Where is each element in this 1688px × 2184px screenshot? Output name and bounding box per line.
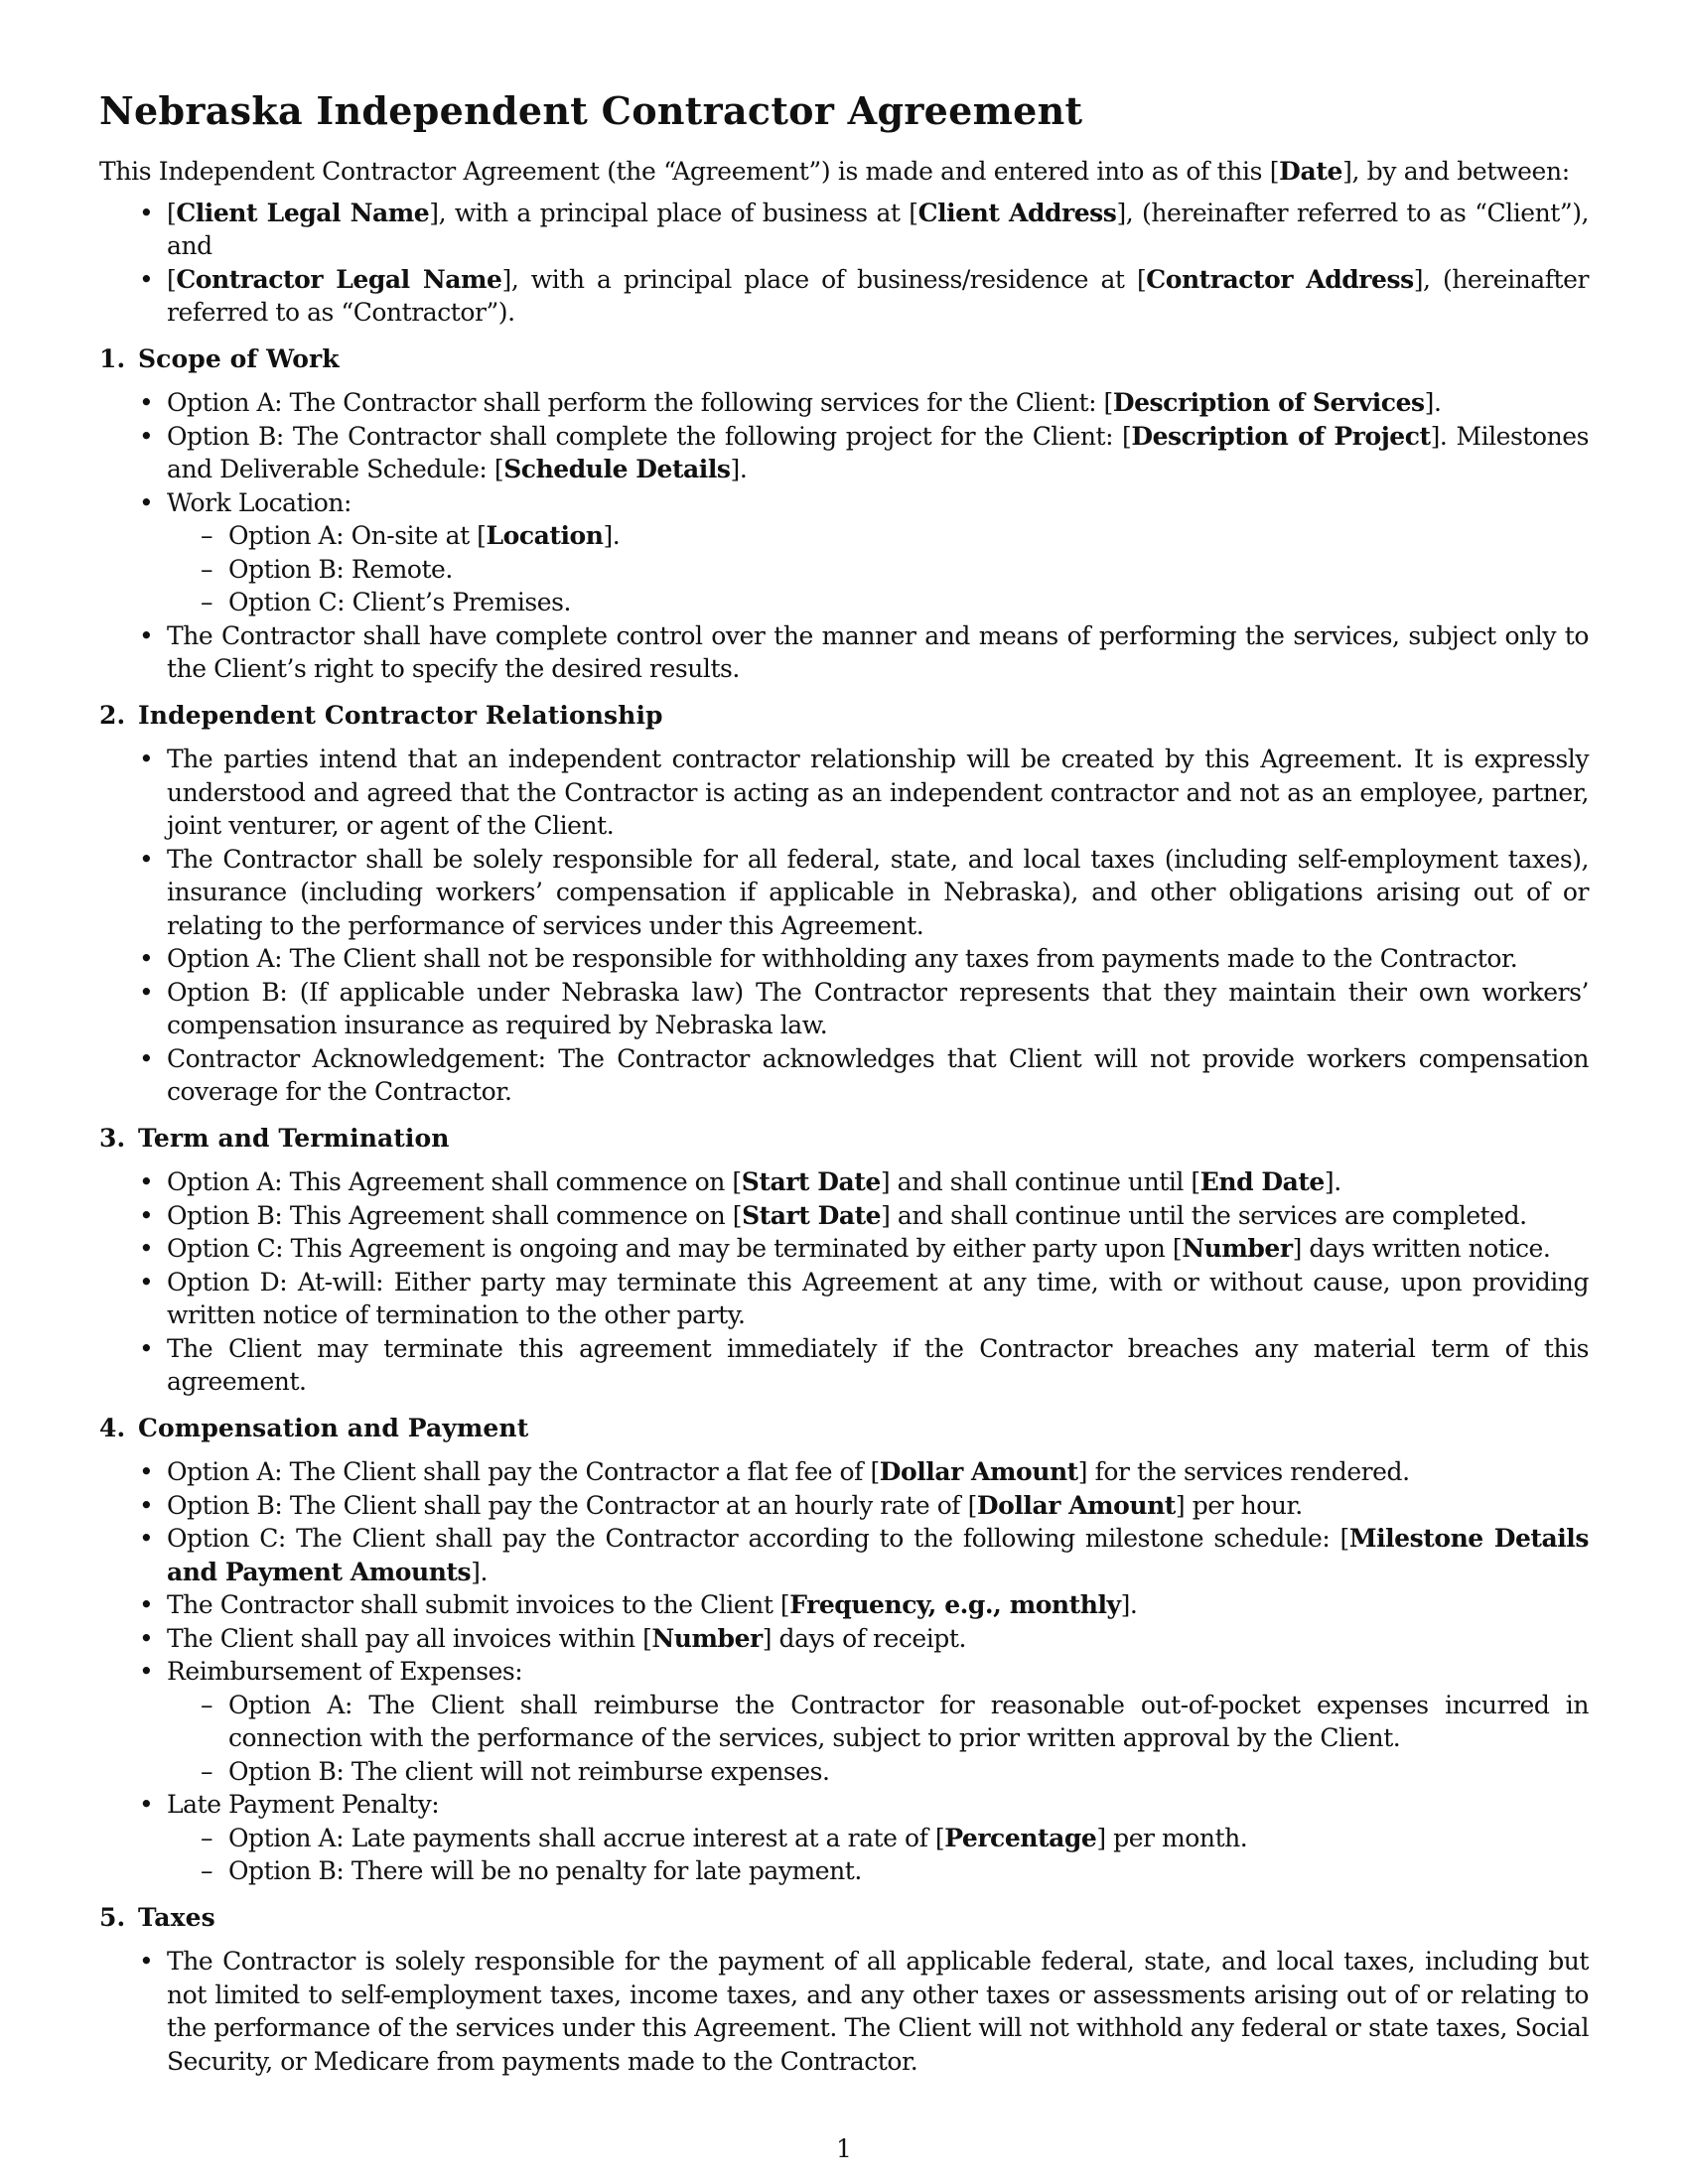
placeholder-field: Number (1182, 1234, 1293, 1263)
section-number: 2. (99, 700, 126, 730)
list-item: • Reimbursement of Expenses: – Option A: The Client shall reimburse the Contractor for reasonable out-of-pocket expenses incurred in connection with the performance of the services, subject to prior written approval by the Client. – Option B: The client will not reimburse expenses. (99, 1655, 1589, 1788)
term-list (99, 1165, 1589, 1399)
list-item: • Option A: This Agreement shall commence on [Start Date] and shall continue until [End Date]. (99, 1165, 1589, 1199)
placeholder-field: Percentage (944, 1823, 1097, 1852)
late-payment-options (167, 1822, 1589, 1888)
list-item: • Option A: The Client shall not be responsible for withholding any taxes from payments made to the Contractor. (99, 942, 1589, 976)
intro-paragraph (99, 155, 1589, 189)
party-contractor: • [Contractor Legal Name], with a principal place of business/residence at [Contractor Address], (hereinafter referred to as “Contractor”). (99, 263, 1589, 330)
list-item: • Option A: The Client shall pay the Contractor a flat fee of [Dollar Amount] for the services rendered. (99, 1455, 1589, 1489)
sub-list-item: – Option A: Late payments shall accrue interest at a rate of [Percentage] per month. (167, 1822, 1589, 1855)
placeholder-field: Frequency, e.g., monthly (789, 1590, 1121, 1619)
section-heading-relationship (99, 699, 1589, 733)
section-title: Compensation and Payment (138, 1413, 529, 1442)
parties-list (99, 197, 1589, 330)
sub-list-item: – Option B: Remote. (167, 553, 1589, 587)
section-number: 1. (99, 343, 126, 373)
placeholder-field: Schedule Details (503, 455, 731, 483)
section-heading-taxes (99, 1901, 1589, 1935)
placeholder-field: End Date (1199, 1167, 1325, 1196)
section-number: 5. (99, 1902, 126, 1932)
client-address-placeholder: Client Address (917, 198, 1117, 227)
list-item: • Option B: The Client shall pay the Contractor at an hourly rate of [Dollar Amount] per hour. (99, 1489, 1589, 1523)
sub-list-item: – Option B: There will be no penalty for late payment. (167, 1854, 1589, 1888)
placeholder-field: Milestone Details and Payment Amounts (167, 1524, 1589, 1586)
placeholder-field: Start Date (742, 1200, 882, 1230)
section-title: Independent Contractor Relationship (138, 700, 663, 730)
party-client: • [Client Legal Name], with a principal place of business at [Client Address], (hereinafter referred to as “Client”), and (99, 197, 1589, 263)
list-item: • The Contractor shall submit invoices to the Client [Frequency, e.g., monthly]. (99, 1588, 1589, 1622)
section-title: Taxes (138, 1902, 215, 1932)
intro-text: This Independent Contractor Agreement (the “Agreement”) is made and entered into as of this [ (99, 157, 1280, 186)
sub-list-item: – Option A: On-site at [Location]. (167, 519, 1589, 553)
placeholder-field: Start Date (741, 1167, 881, 1196)
sub-list-item: – Option C: Client’s Premises. (167, 586, 1589, 619)
client-name-placeholder: Client Legal Name (176, 198, 430, 227)
scope-list (99, 386, 1589, 686)
section-number: 3. (99, 1123, 126, 1153)
document-title: Nebraska Independent Contractor Agreement (99, 88, 1083, 133)
list-item: • Work Location: – Option A: On-site at [Location]. – Option B: Remote. – Option C: Client’s Premises. (99, 486, 1589, 619)
list-item: • The parties intend that an independent contractor relationship will be created by this Agreement. It is expressly understood and agreed that the Contractor is acting as an independent contractor and not as an employee, partner, joint venturer, or agent of the Client. (99, 743, 1589, 843)
placeholder-field: Description of Project (1131, 421, 1431, 451)
placeholder-field: Location (486, 521, 604, 550)
list-item: • Option B: The Contractor shall complete the following project for the Client: [Description of Project]. Milestones and Deliverable Schedule: [Schedule Details]. (99, 420, 1589, 486)
document-page (99, 87, 1589, 2078)
list-item: • The Contractor is solely responsible for the payment of all applicable federal, state, and local taxes, including but not limited to self-employment taxes, income taxes, and any other taxes or assessments arising out of or relating to the performance of the services under this Agreement. The Client will not withhold any federal or state taxes, Social Security, or Medicare from payments made to the Contractor. (99, 1945, 1589, 2078)
page-number: 1 (836, 2134, 852, 2163)
list-item: • Late Payment Penalty: – Option A: Late payments shall accrue interest at a rate of [Percentage] per month. – Option B: There will be no penalty for late payment. (99, 1788, 1589, 1888)
list-item: • Contractor Acknowledgement: The Contractor acknowledges that Client will not provide workers compensation coverage for the Contractor. (99, 1042, 1589, 1109)
compensation-list (99, 1455, 1589, 1888)
work-location-options (167, 519, 1589, 619)
list-item: • The Client may terminate this agreement immediately if the Contractor breaches any material term of this agreement. (99, 1332, 1589, 1399)
list-item: • Option B: This Agreement shall commence on [Start Date] and shall continue until the services are completed. (99, 1199, 1589, 1233)
list-item: • Option B: (If applicable under Nebraska law) The Contractor represents that they maintain their own workers’ compensation insurance as required by Nebraska law. (99, 976, 1589, 1042)
sub-list-item: – Option A: The Client shall reimburse the Contractor for reasonable out-of-pocket expenses incurred in connection with the performance of the services, subject to prior written approval by the Client. (167, 1689, 1589, 1755)
placeholder-field: Dollar Amount (879, 1457, 1078, 1486)
section-title: Scope of Work (138, 343, 340, 373)
list-item: • The Contractor shall have complete control over the manner and means of performing the services, subject only to the Client’s right to specify the desired results. (99, 619, 1589, 686)
sub-list-item: – Option B: The client will not reimburse expenses. (167, 1755, 1589, 1789)
section-heading-term (99, 1122, 1589, 1156)
list-item: • The Contractor shall be solely responsible for all federal, state, and local taxes (including self-employment taxes), insurance (including workers’ compensation if applicable in Nebraska), and other obligations arising out of or relating to the performance of services under this Agreement. (99, 843, 1589, 943)
list-item: • Option D: At-will: Either party may terminate this Agreement at any time, with or without cause, upon providing written notice of termination to the other party. (99, 1266, 1589, 1332)
section-number: 4. (99, 1413, 126, 1442)
taxes-list (99, 1945, 1589, 2078)
contractor-address-placeholder: Contractor Address (1146, 264, 1414, 294)
date-placeholder: Date (1279, 157, 1343, 186)
intro-text-end: ], by and between: (1342, 157, 1570, 186)
placeholder-field: Description of Services (1112, 388, 1425, 417)
list-item: • Option C: The Client shall pay the Contractor according to the following milestone schedule: [Milestone Details and Payment Amounts]. (99, 1522, 1589, 1588)
list-item: • Option C: This Agreement is ongoing and may be terminated by either party upon [Number] days written notice. (99, 1232, 1589, 1266)
list-item: • The Client shall pay all invoices within [Number] days of receipt. (99, 1622, 1589, 1656)
section-title: Term and Termination (138, 1123, 450, 1153)
relationship-list (99, 743, 1589, 1109)
contractor-name-placeholder: Contractor Legal Name (176, 264, 502, 294)
placeholder-field: Dollar Amount (976, 1490, 1176, 1520)
reimbursement-options (167, 1689, 1589, 1789)
placeholder-field: Number (651, 1623, 763, 1653)
list-item: • Option A: The Contractor shall perform the following services for the Client: [Description of Services]. (99, 386, 1589, 420)
section-heading-scope (99, 342, 1589, 376)
section-heading-compensation (99, 1412, 1589, 1445)
